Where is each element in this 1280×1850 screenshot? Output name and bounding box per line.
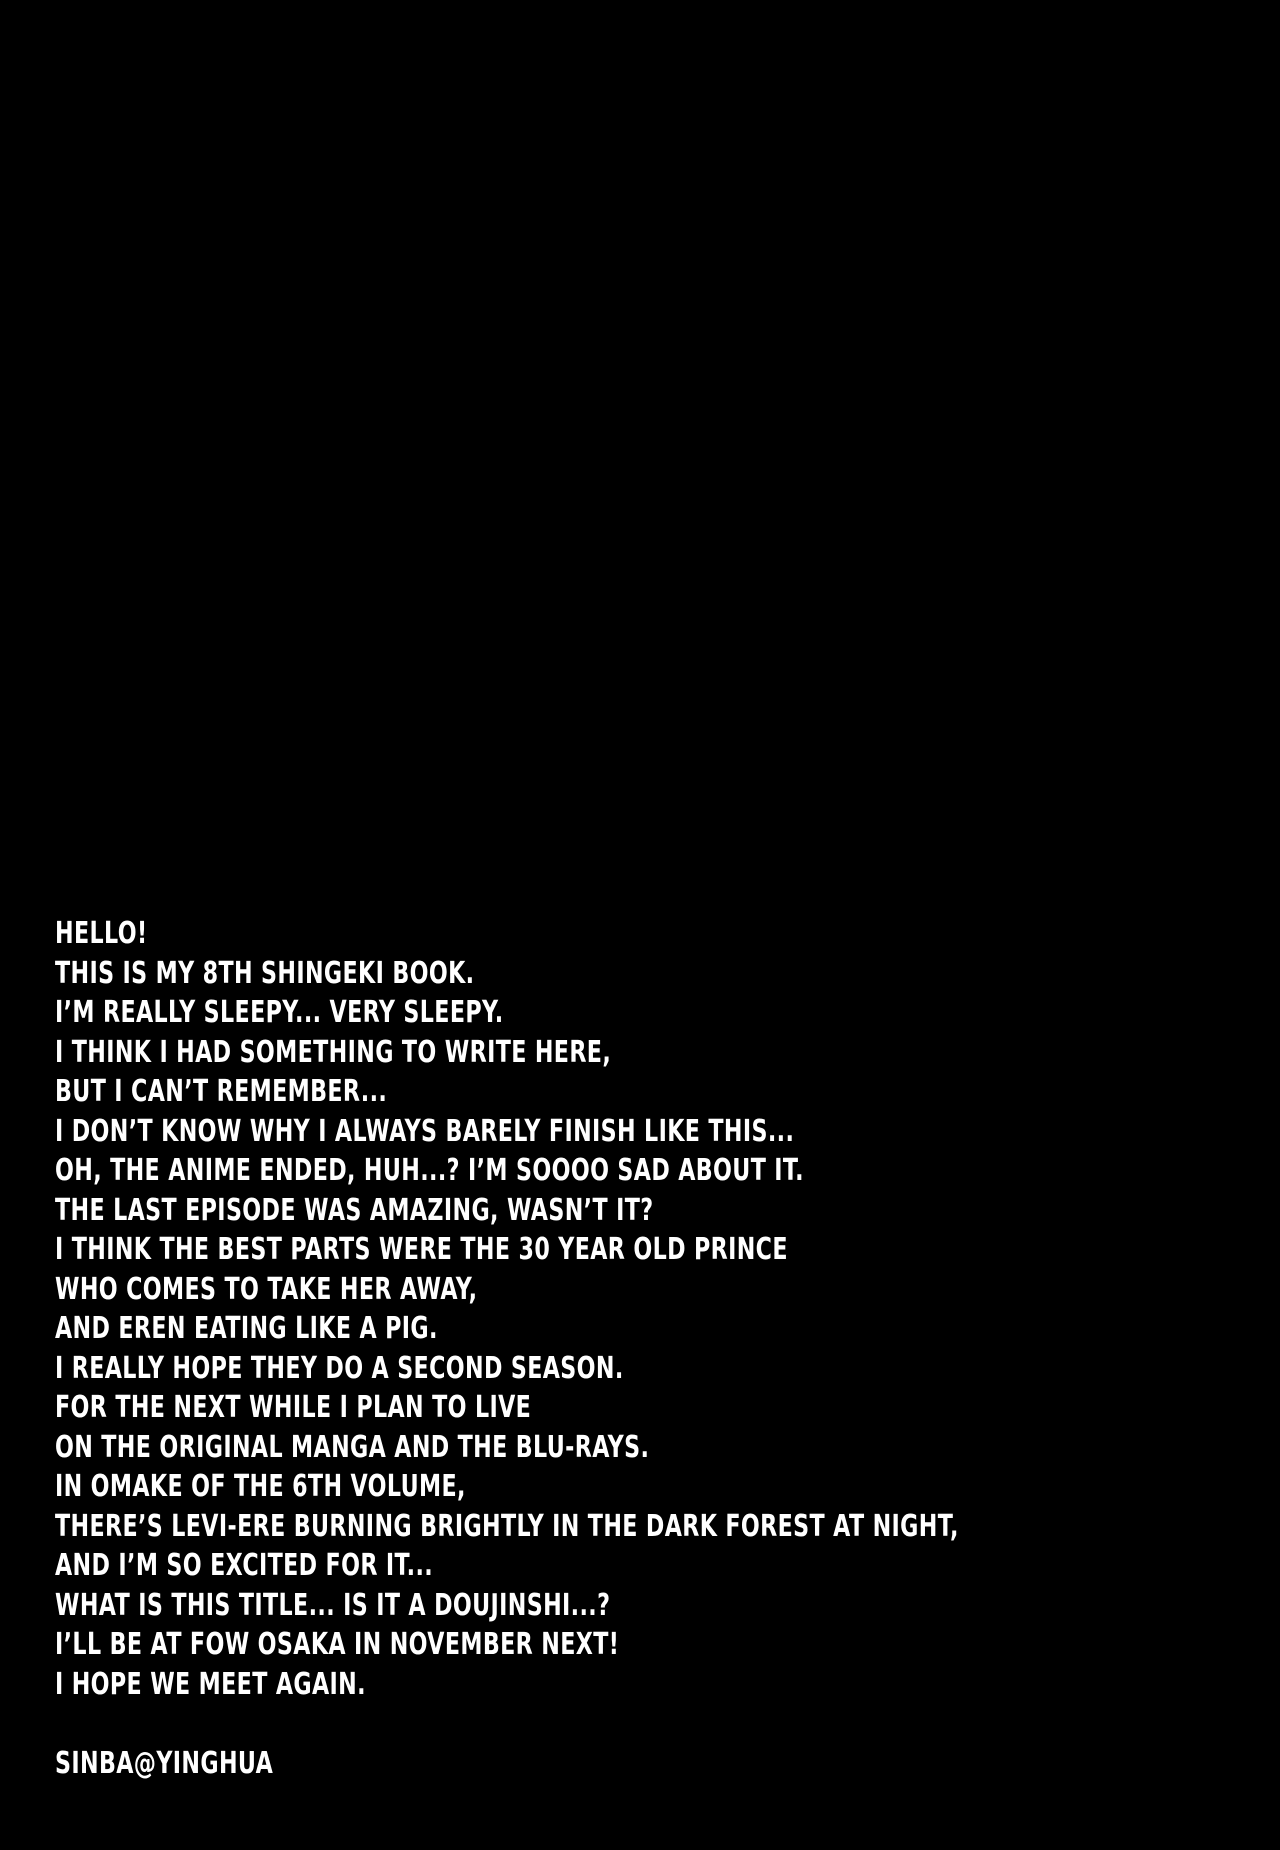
artist-signature: SINBA@YINGHUA [55, 1745, 274, 1781]
afterword-line: THE LAST EPISODE WAS AMAZING, WASN’T IT? [55, 1192, 654, 1228]
afterword-line: THERE’S LEVI-ERE BURNING BRIGHTLY IN THE DARK FOREST AT NIGHT, [55, 1508, 959, 1544]
afterword-line: WHAT IS THIS TITLE... IS IT A DOUJINSHI...? [55, 1587, 611, 1623]
afterword-line: I’M REALLY SLEEPY... VERY SLEEPY. [55, 995, 504, 1030]
afterword-line: I REALLY HOPE THEY DO A SECOND SEASON. [55, 1350, 624, 1386]
afterword-line: I’LL BE AT FOW OSAKA IN NOVEMBER NEXT! [55, 1627, 620, 1662]
afterword-line: AND EREN EATING LIKE A PIG. [55, 1311, 438, 1346]
afterword-line: I THINK I HAD SOMETHING TO WRITE HERE, [55, 1034, 612, 1070]
afterword-line: HELLO! [55, 916, 148, 951]
afterword-line: BUT I CAN’T REMEMBER... [55, 1074, 388, 1109]
afterword-line: ON THE ORIGINAL MANGA AND THE BLU-RAYS. [55, 1429, 650, 1465]
afterword-line: I THINK THE BEST PARTS WERE THE 30 YEAR OLD PRINCE [55, 1232, 788, 1267]
afterword-line: IN OMAKE OF THE 6TH VOLUME, [55, 1469, 466, 1504]
afterword-text-block [55, 914, 959, 1783]
afterword-line: AND I’M SO EXCITED FOR IT... [55, 1548, 434, 1583]
afterword-line: I HOPE WE MEET AGAIN. [55, 1666, 366, 1702]
afterword-line: THIS IS MY 8TH SHINGEKI BOOK. [55, 955, 475, 991]
afterword-line: OH, THE ANIME ENDED, HUH...? I’M SOOOO SAD ABOUT IT. [55, 1153, 804, 1188]
afterword-line: WHO COMES TO TAKE HER AWAY, [55, 1271, 478, 1307]
afterword-line: I DON’T KNOW WHY I ALWAYS BARELY FINISH LIKE THIS... [55, 1113, 795, 1149]
afterword-line: FOR THE NEXT WHILE I PLAN TO LIVE [55, 1390, 532, 1425]
